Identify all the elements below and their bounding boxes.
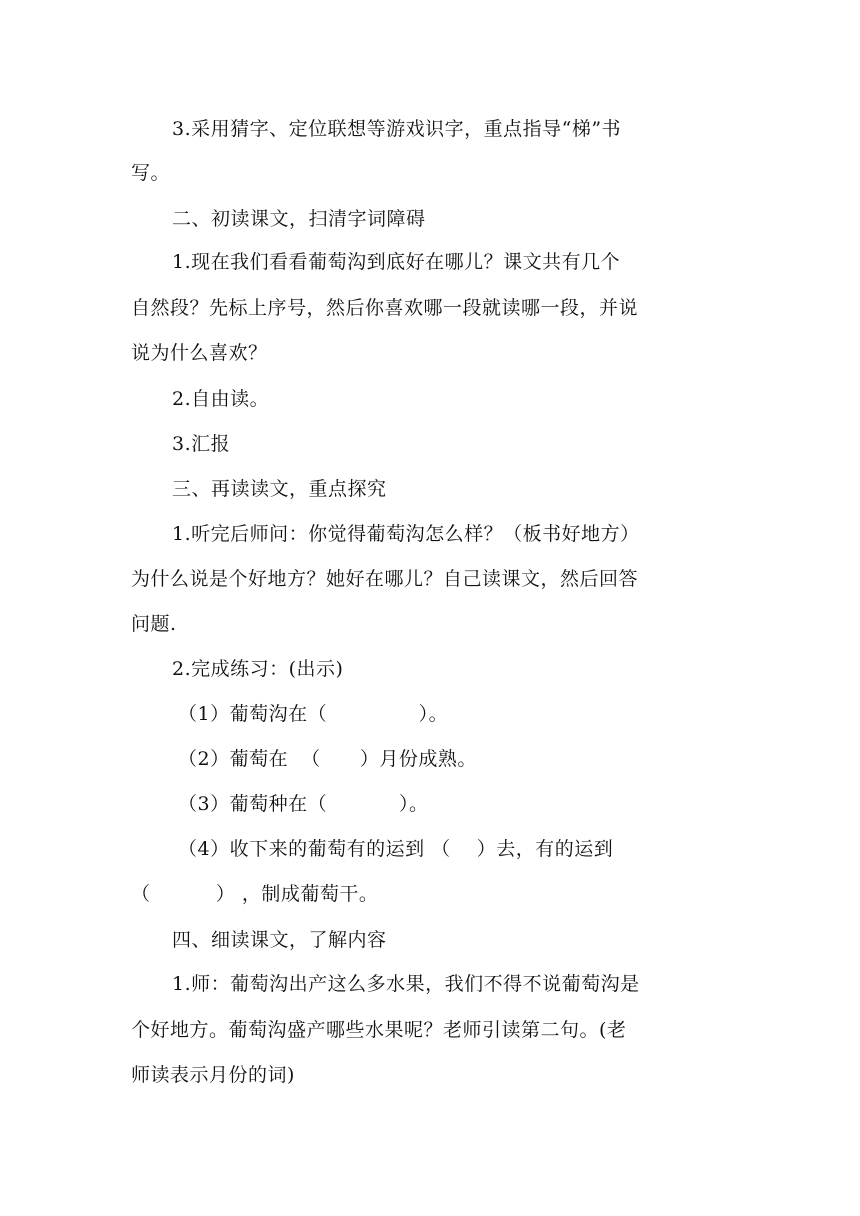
text-line: 个好地方。葡萄沟盛产哪些水果呢？老师引读第二句。(老: [131, 1019, 627, 1041]
section-heading: 四、细读课文，了解内容: [172, 929, 387, 951]
text-line: 2.完成练习：(出示): [172, 658, 344, 680]
text-line: 1.听完后师问：你觉得葡萄沟怎么样？（板书好地方）: [172, 523, 640, 545]
section-heading: 二、初读课文，扫清字词障碍: [172, 208, 426, 230]
exercise-item: （ ） ，制成葡萄干。: [131, 883, 379, 905]
exercise-item: （1）葡萄沟在（ ）。: [178, 703, 449, 725]
text-line: 说为什么喜欢？: [131, 342, 268, 364]
text-line: 为什么说是个好地方？她好在哪儿？自己读课文，然后回答: [131, 568, 639, 590]
section-heading: 三、再读读文，重点探究: [172, 478, 387, 500]
text-line: 1.现在我们看看葡萄沟到底好在哪儿？课文共有几个: [172, 251, 621, 273]
exercise-item: （4）收下来的葡萄有的运到 （ ）去，有的运到: [178, 838, 614, 860]
text-line: 自然段？先标上序号，然后你喜欢哪一段就读哪一段，并说: [131, 297, 639, 319]
text-line: 问题.: [131, 613, 177, 635]
text-line: 师读表示月份的词): [131, 1064, 295, 1086]
text-line: 2.自由读。: [172, 388, 270, 410]
text-line: 3.汇报: [172, 433, 231, 455]
text-line: 1.师：葡萄沟出产这么多水果，我们不得不说葡萄沟是: [172, 973, 640, 995]
text-line: 写。: [131, 162, 171, 184]
exercise-item: （2）葡萄在 （ ）月份成熟。: [178, 748, 477, 770]
exercise-item: （3）葡萄种在（ ）。: [178, 793, 429, 815]
text-line: 3.采用猜字、定位联想等游戏识字，重点指导“梯”书: [172, 118, 622, 140]
